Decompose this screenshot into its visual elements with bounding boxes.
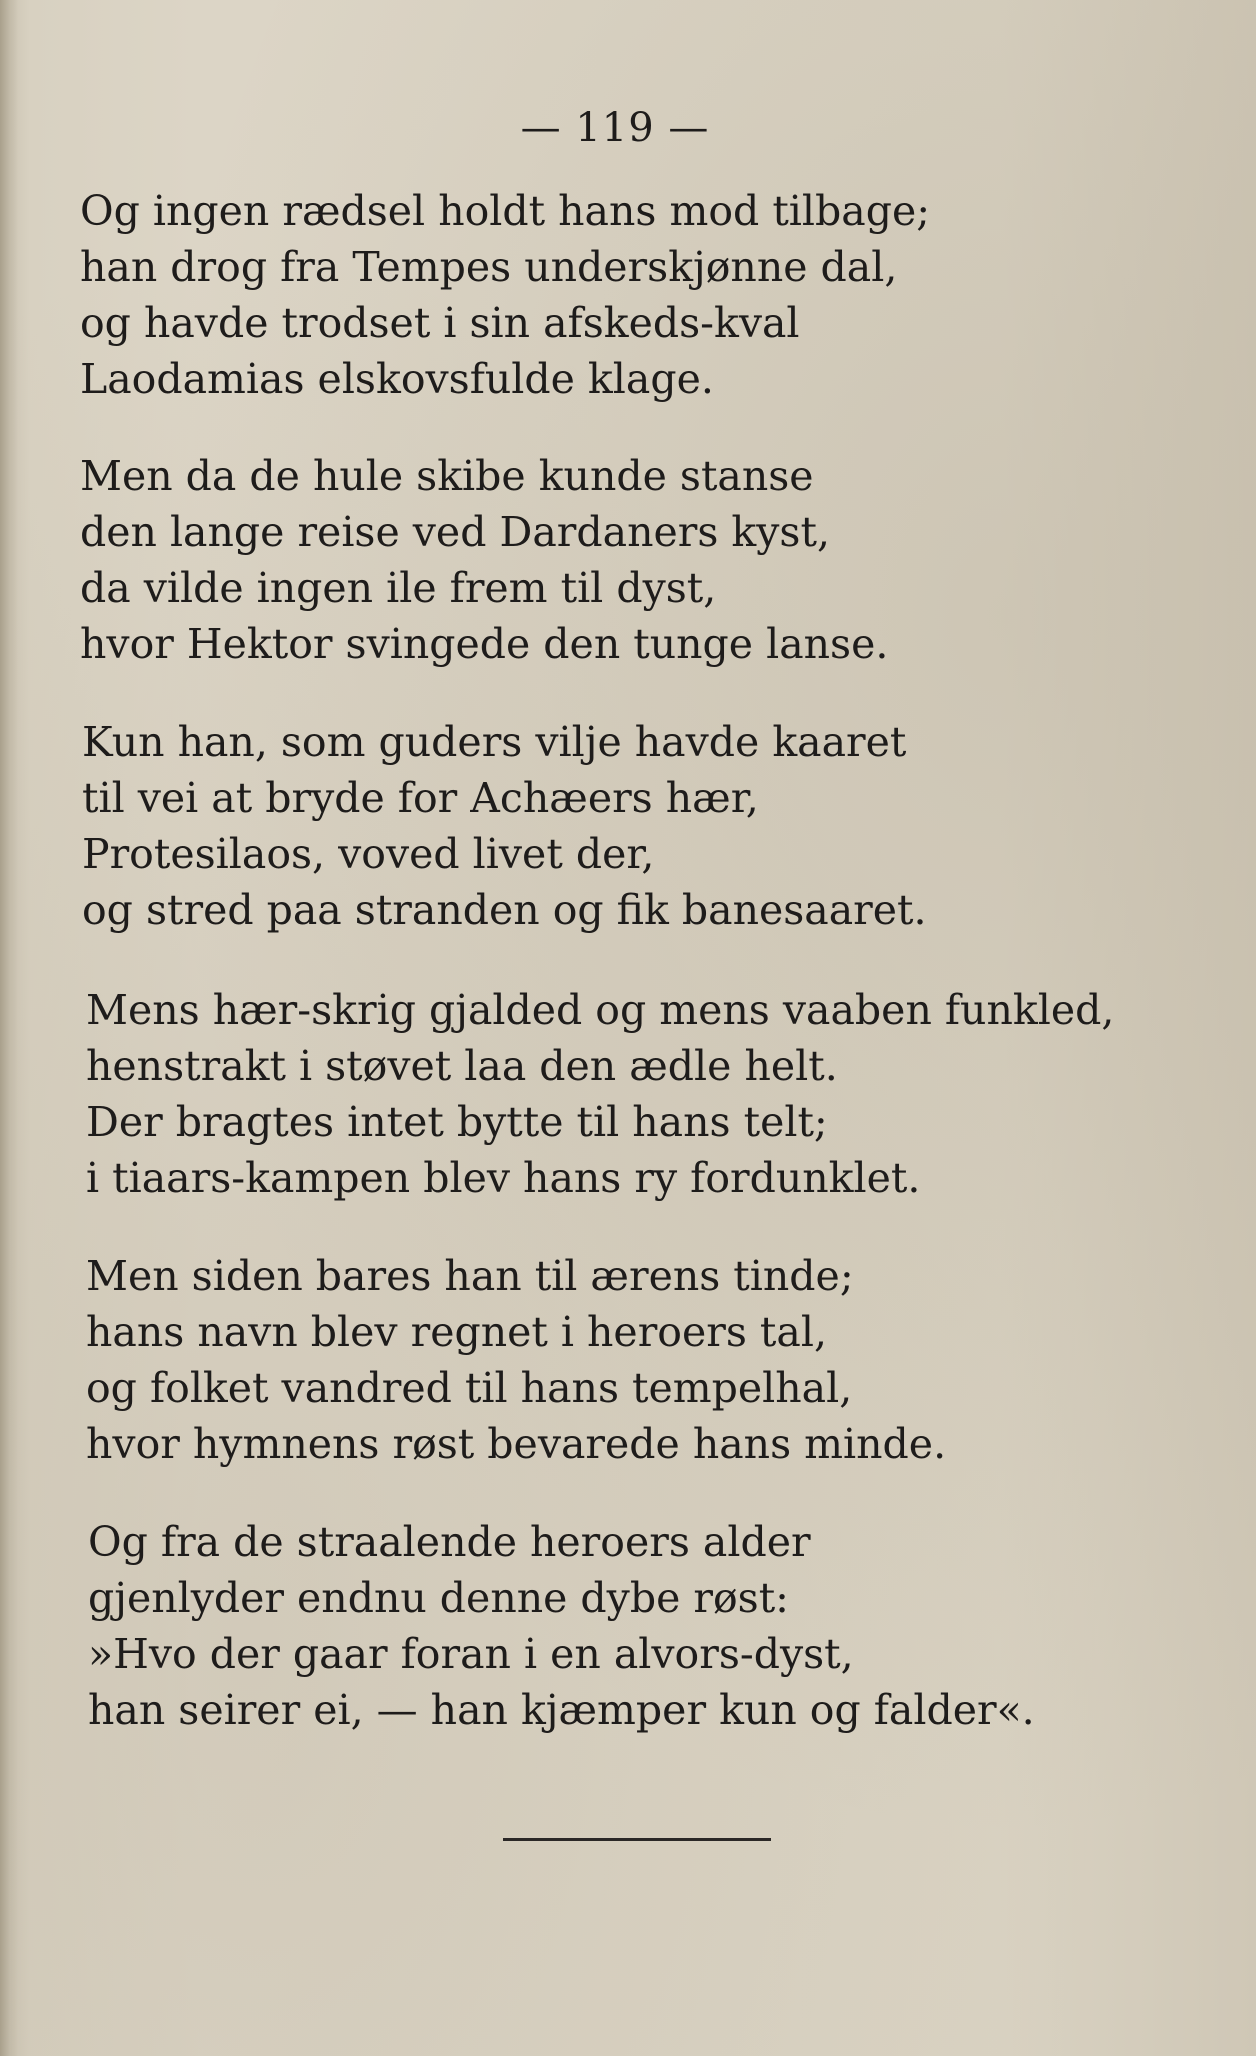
poem-line: »Hvo der gaar foran i en alvors-dyst, bbox=[88, 1630, 854, 1678]
poem-line: Og fra de straalende heroers alder bbox=[88, 1518, 811, 1566]
poem-line: Der bragtes intet bytte til hans telt; bbox=[86, 1098, 828, 1146]
page-binding-edge bbox=[0, 0, 18, 2056]
poem-line: i tiaars-kampen blev hans ry fordunklet. bbox=[86, 1154, 921, 1202]
stanza-1 bbox=[80, 183, 930, 407]
poem-line: hans navn blev regnet i heroers tal, bbox=[86, 1308, 827, 1356]
poem-line: Kun han, som guders vilje havde kaaret bbox=[82, 718, 907, 766]
poem-line: Protesilaos, voved livet der, bbox=[82, 830, 655, 878]
poem-line: Men da de hule skibe kunde stanse bbox=[80, 452, 814, 500]
poem-line: den lange reise ved Dardaners kyst, bbox=[80, 508, 830, 556]
stanza-5 bbox=[86, 1248, 946, 1472]
stanza-4 bbox=[86, 982, 1114, 1206]
poem-line: Mens hær-skrig gjalded og mens vaaben funkled, bbox=[86, 986, 1115, 1034]
poem-line: henstrakt i støvet laa den ædle helt. bbox=[86, 1042, 838, 1090]
page-number: — 119 — bbox=[520, 105, 710, 151]
poem-line: hvor Hektor svingede den tunge lanse. bbox=[80, 620, 889, 668]
poem-line: gjenlyder endnu denne dybe røst: bbox=[88, 1574, 789, 1622]
poem-line: Laodamias elskovsfulde klage. bbox=[80, 355, 714, 403]
poem-line: og havde trodset i sin afskeds-kval bbox=[80, 299, 800, 347]
stanza-3 bbox=[82, 714, 927, 938]
poem-line: da vilde ingen ile frem til dyst, bbox=[80, 564, 717, 612]
poem-line: Men siden bares han til ærens tinde; bbox=[86, 1252, 854, 1300]
poem-line: Og ingen rædsel holdt hans mod tilbage; bbox=[80, 187, 931, 235]
poem-line: og folket vandred til hans tempelhal, bbox=[86, 1364, 853, 1412]
stanza-6 bbox=[88, 1514, 1035, 1738]
poem-line: han seirer ei, — han kjæmper kun og falder«. bbox=[88, 1686, 1035, 1734]
end-rule bbox=[503, 1838, 771, 1841]
poem-line: og stred paa stranden og fik banesaaret. bbox=[82, 886, 927, 934]
poem-line: til vei at bryde for Achæers hær, bbox=[82, 774, 759, 822]
stanza-2 bbox=[80, 448, 888, 672]
poem-line: hvor hymnens røst bevarede hans minde. bbox=[86, 1420, 947, 1468]
poem-line: han drog fra Tempes underskjønne dal, bbox=[80, 243, 898, 291]
